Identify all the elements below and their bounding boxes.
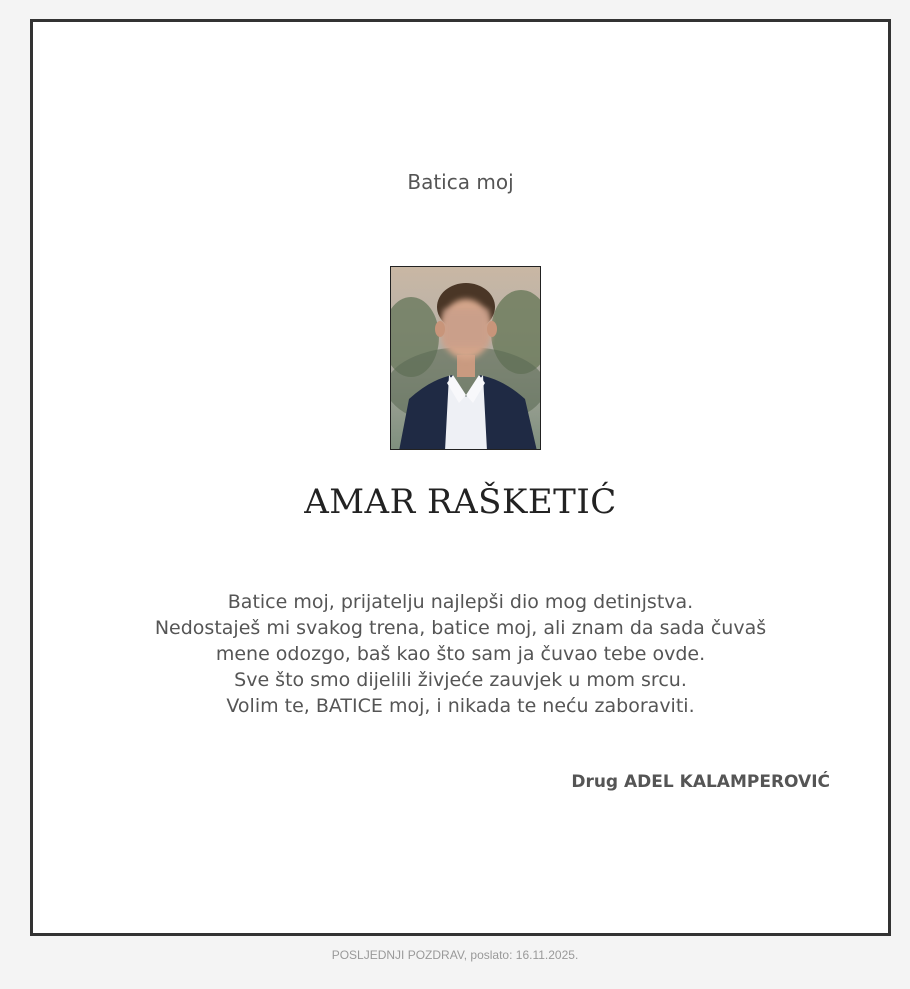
message-line: mene odozgo, baš kao što sam ja čuvao tebe ovde. [215, 643, 706, 665]
message-line: Nedostaješ mi svakog trena, batice moj, ali znam da sada čuvaš [154, 617, 767, 639]
portrait-image [391, 267, 541, 450]
condolence-message [33, 589, 888, 719]
notice-heading: Batica moj [407, 170, 514, 194]
message-line: Volim te, BATICE moj, i nikada te neću zaboraviti. [226, 695, 695, 717]
signature: Drug ADEL KALAMPEROVIĆ [571, 772, 830, 792]
message-line: Sve što smo dijelili živjeće zauvjek u mom srcu. [234, 669, 687, 691]
obituary-card [30, 19, 891, 936]
portrait-photo [390, 266, 541, 450]
message-line: Batice moj, prijatelju najlepši dio mog detinjstva. [227, 591, 694, 613]
deceased-name: AMAR RAŠKETIĆ [304, 482, 617, 522]
footer-caption: POSLJEDNJI POZDRAV, poslato: 16.11.2025. [331, 948, 579, 962]
